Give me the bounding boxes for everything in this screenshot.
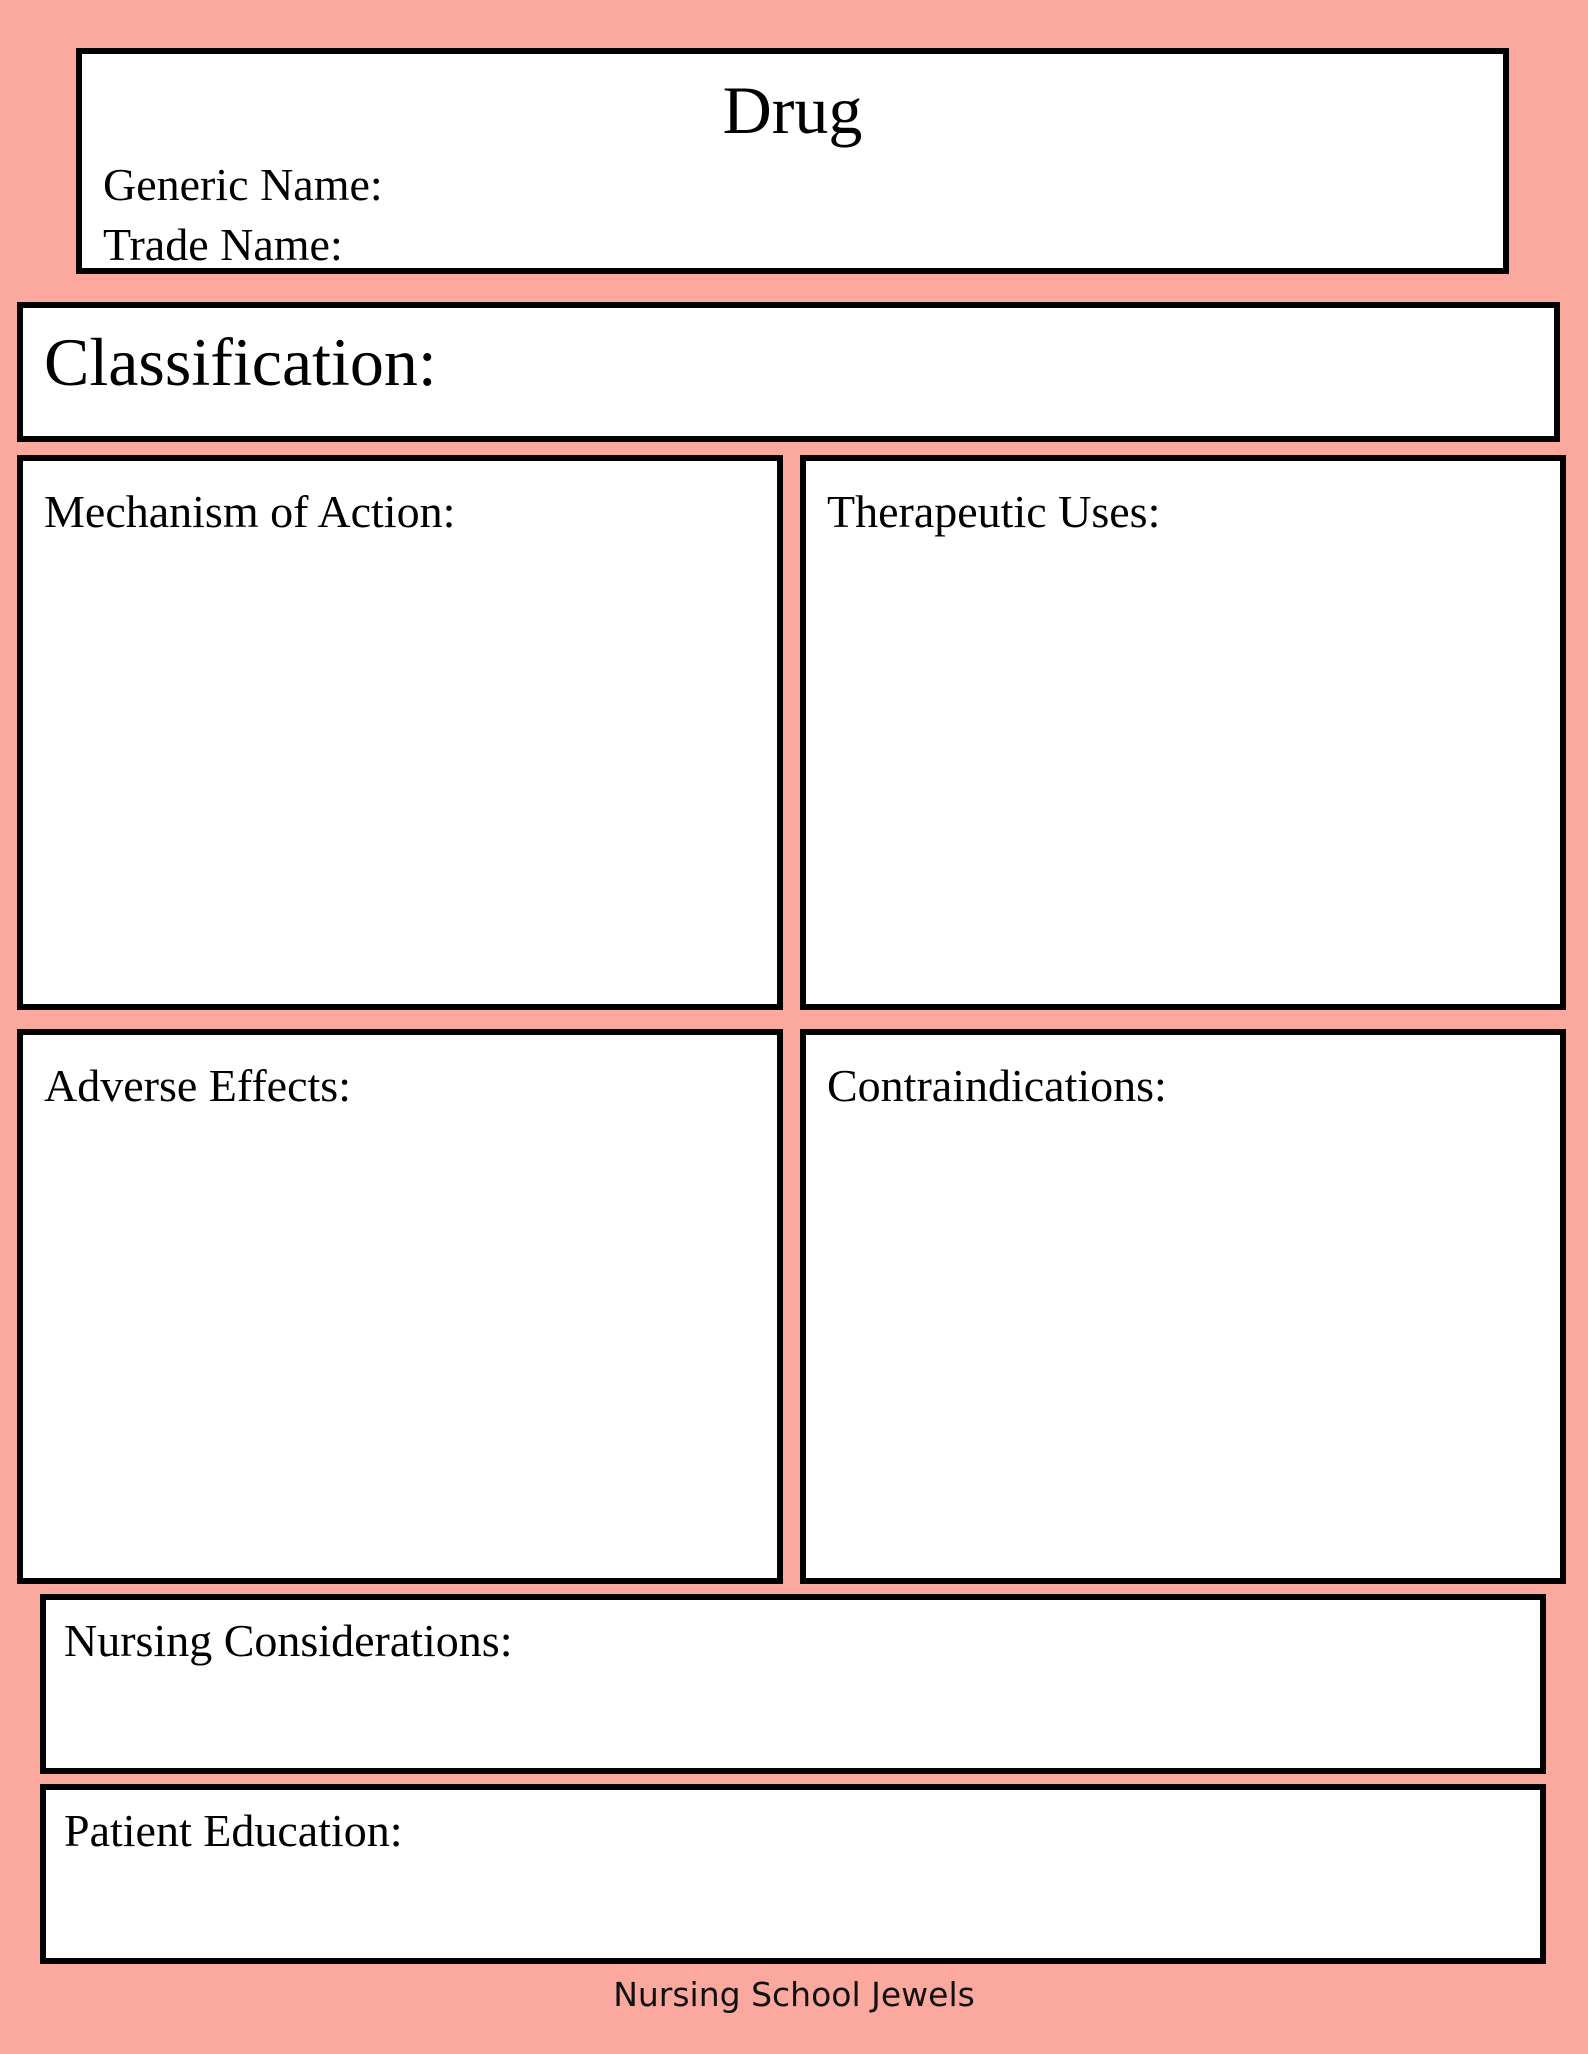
classification-box (17, 302, 1560, 442)
mechanism-of-action-box (17, 455, 783, 1010)
contraindications-box (800, 1029, 1566, 1584)
trade-name-label: Trade Name: (103, 219, 343, 270)
generic-name-label: Generic Name: (103, 159, 383, 210)
patient-education-box (40, 1784, 1546, 1964)
adverse-effects-label: Adverse Effects: (44, 1060, 351, 1111)
therapeutic-uses-box (800, 455, 1566, 1010)
patient-education-label: Patient Education: (64, 1805, 403, 1856)
therapeutic-uses-label: Therapeutic Uses: (827, 486, 1161, 537)
nursing-considerations-box (40, 1594, 1546, 1774)
mechanism-of-action-label: Mechanism of Action: (44, 486, 456, 537)
drug-box (76, 48, 1509, 274)
contraindications-label: Contraindications: (827, 1060, 1167, 1111)
drug-title: Drug (722, 72, 863, 148)
footer-credit: Nursing School Jewels (613, 1975, 975, 2014)
classification-label: Classification: (44, 324, 437, 400)
nursing-considerations-label: Nursing Considerations: (64, 1615, 513, 1666)
adverse-effects-box (17, 1029, 783, 1584)
